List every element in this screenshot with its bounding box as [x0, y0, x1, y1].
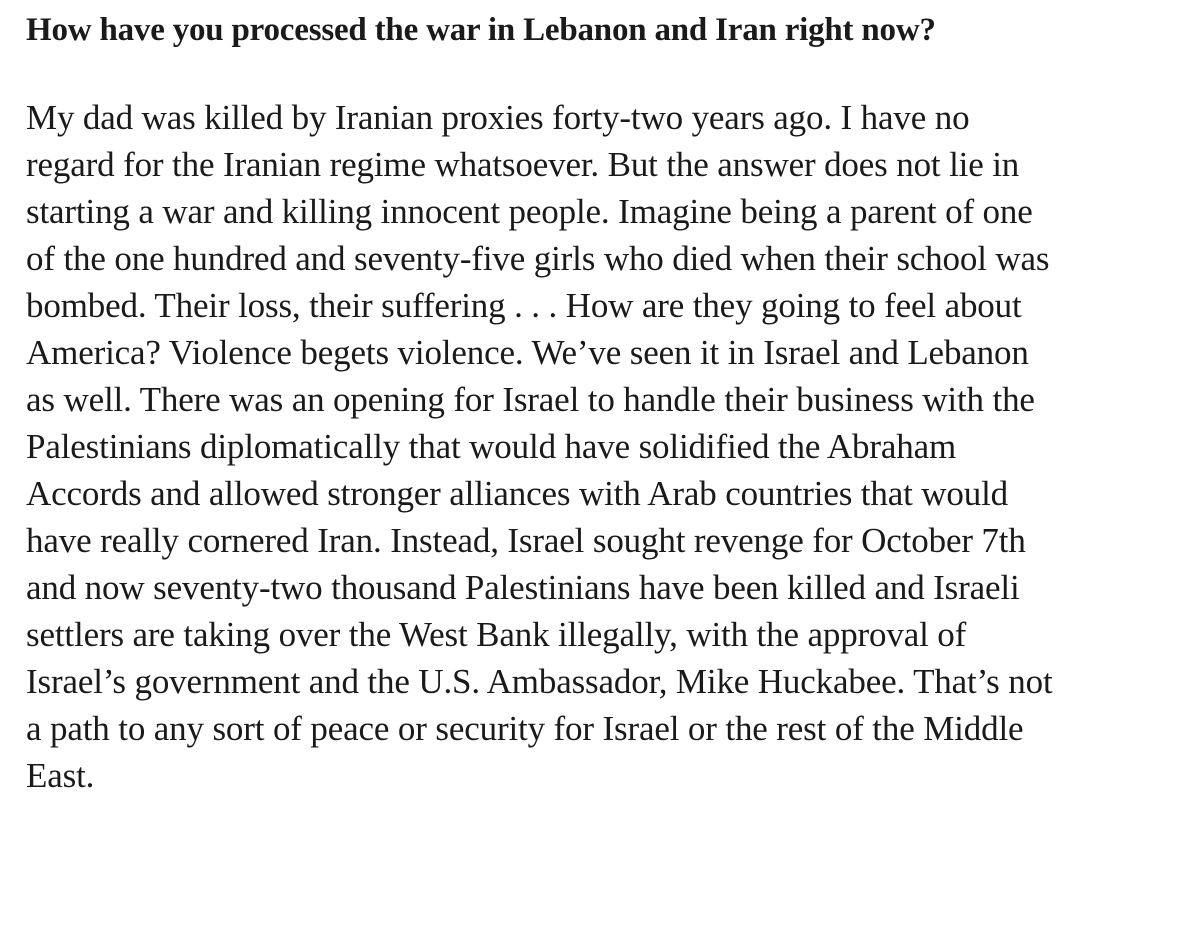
answer-line: East. — [26, 756, 95, 795]
interview-answer — [26, 94, 1053, 799]
answer-line: America? Violence begets violence. We’ve seen it in Israel and Lebanon — [26, 333, 1029, 372]
answer-line: Accords and allowed stronger alliances with Arab countries that would — [26, 474, 1009, 513]
answer-line: Palestinians diplomatically that would have solidified the Abraham — [26, 427, 957, 466]
answer-line: as well. There was an opening for Israel to handle their business with the — [26, 380, 1035, 419]
answer-line: My dad was killed by Iranian proxies forty-two years ago. I have no — [26, 98, 970, 137]
answer-line: starting a war and killing innocent people. Imagine being a parent of one — [26, 192, 1033, 231]
interview-question: How have you processed the war in Lebanon and Iran right now? — [26, 12, 936, 48]
answer-line: regard for the Iranian regime whatsoever. But the answer does not lie in — [26, 145, 1020, 184]
answer-line: Israel’s government and the U.S. Ambassador, Mike Huckabee. That’s not — [26, 662, 1053, 701]
answer-line: a path to any sort of peace or security for Israel or the rest of the Middle — [26, 709, 1024, 748]
answer-line: bombed. Their loss, their suffering . . . How are they going to feel about — [26, 286, 1022, 325]
answer-line: of the one hundred and seventy-five girls who died when their school was — [26, 239, 1050, 278]
answer-line: and now seventy-two thousand Palestinians have been killed and Israeli — [26, 568, 1020, 607]
answer-line: have really cornered Iran. Instead, Israel sought revenge for October 7th — [26, 521, 1026, 560]
answer-line: settlers are taking over the West Bank illegally, with the approval of — [26, 615, 967, 654]
